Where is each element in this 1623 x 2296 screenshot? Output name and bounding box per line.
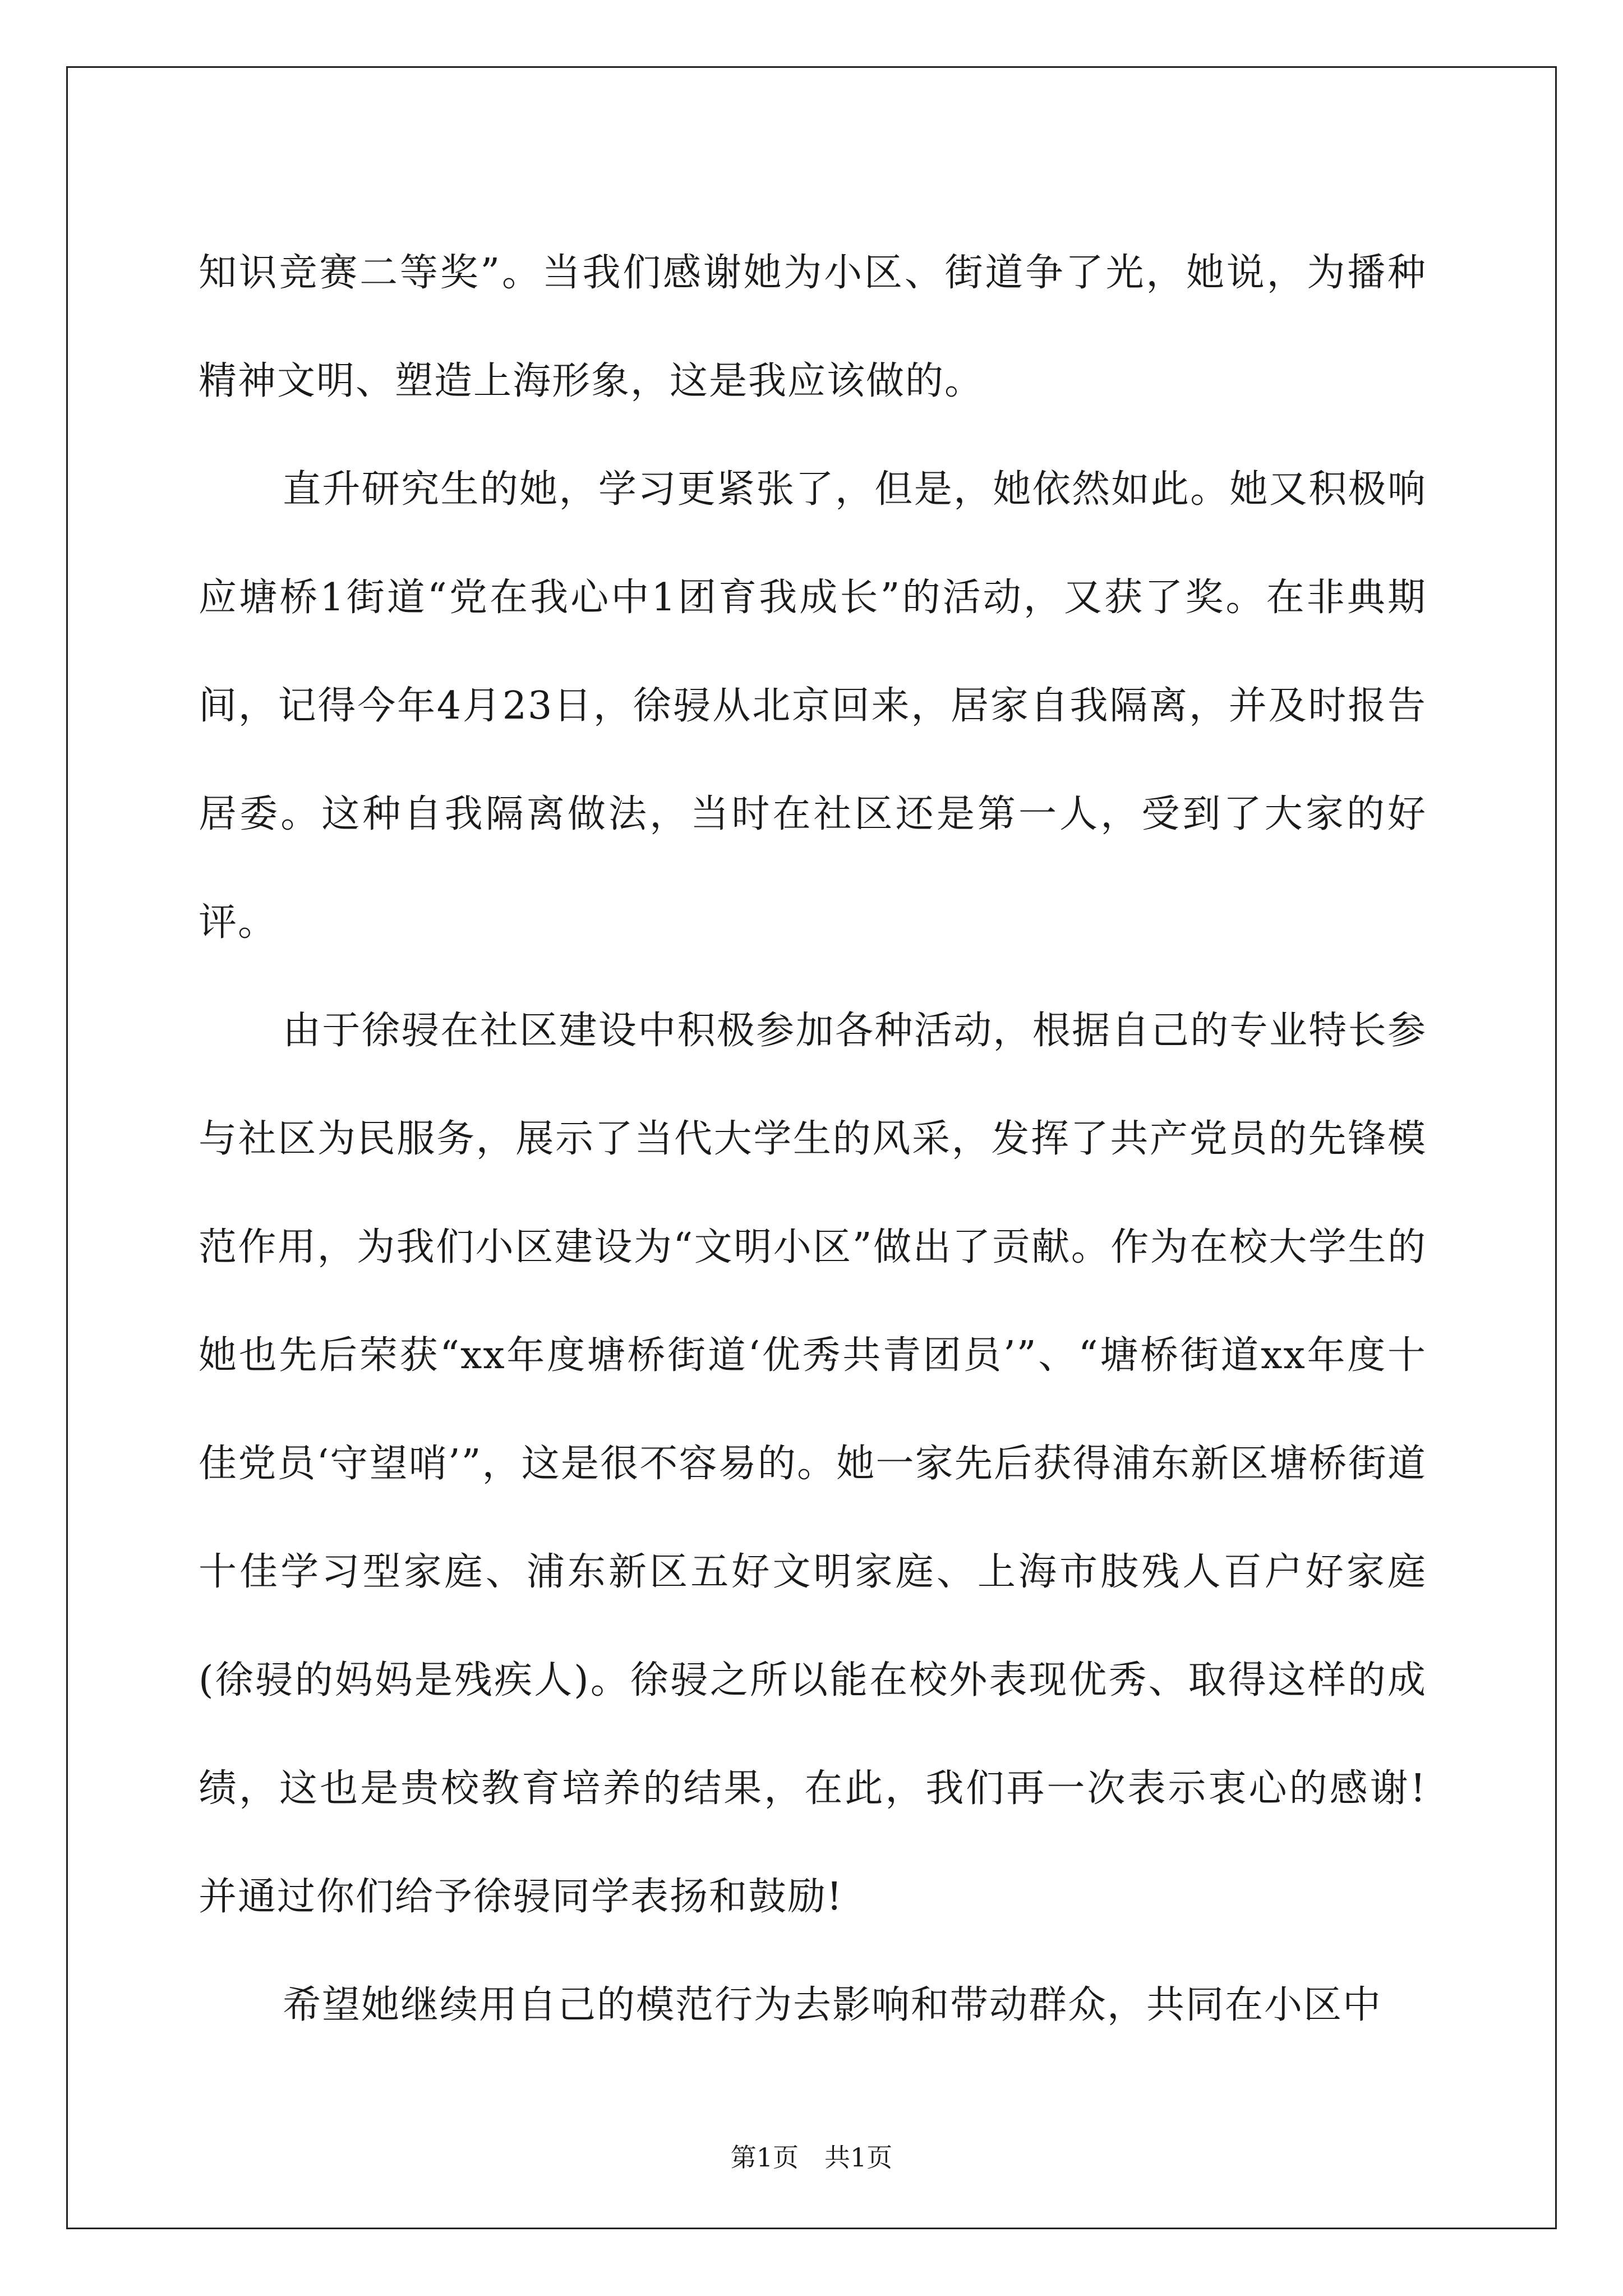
document-body	[199, 219, 1427, 2059]
paragraph-1: 知识竞赛二等奖”。当我们感谢她为小区、街道争了光，她说，为播种精神文明、塑造上海形象，这是我应该做的。	[199, 251, 1427, 403]
paragraph-4: 希望她继续用自己的模范行为去影响和带动群众，共同在小区中	[283, 1983, 1382, 2027]
paragraph-3: 由于徐骎在社区建设中积极参加各种活动，根据自己的专业特长参与社区为民服务，展示了当代大学生的风采，发挥了共产党员的先锋模范作用，为我们小区建设为“文明小区”做出了贡献。作为在校大学生的她也先后荣获“xx年度塘桥街道‘优秀共青团员’”、“塘桥街道xx年度十佳党员‘守望哨’”，这是很不容易的。她一家先后获得浦东新区塘桥街道十佳学习型家庭、浦东新区五好文明家庭、上海市肢残人百户好家庭(徐骎的妈妈是残疾人)。徐骎之所以能在校外表现优秀、取得这样的成绩，这也是贵校教育培养的结果，在此，我们再一次表示衷心的感谢!并通过你们给予徐骎同学表扬和鼓励!	[199, 1009, 1427, 1919]
page-number: 第1页	[730, 2142, 799, 2173]
paragraph-2: 直升研究生的她，学习更紧张了，但是，她依然如此。她又积极响应塘桥1街道“党在我心中1团育我成长”的活动，又获了奖。在非典期间，记得今年4月23日，徐骎从北京回来，居家自我隔离，并及时报告居委。这种自我隔离做法，当时在社区还是第一人，受到了大家的好评。	[199, 467, 1427, 945]
page-total: 共1页	[824, 2142, 893, 2173]
page-footer	[0, 2137, 1623, 2174]
